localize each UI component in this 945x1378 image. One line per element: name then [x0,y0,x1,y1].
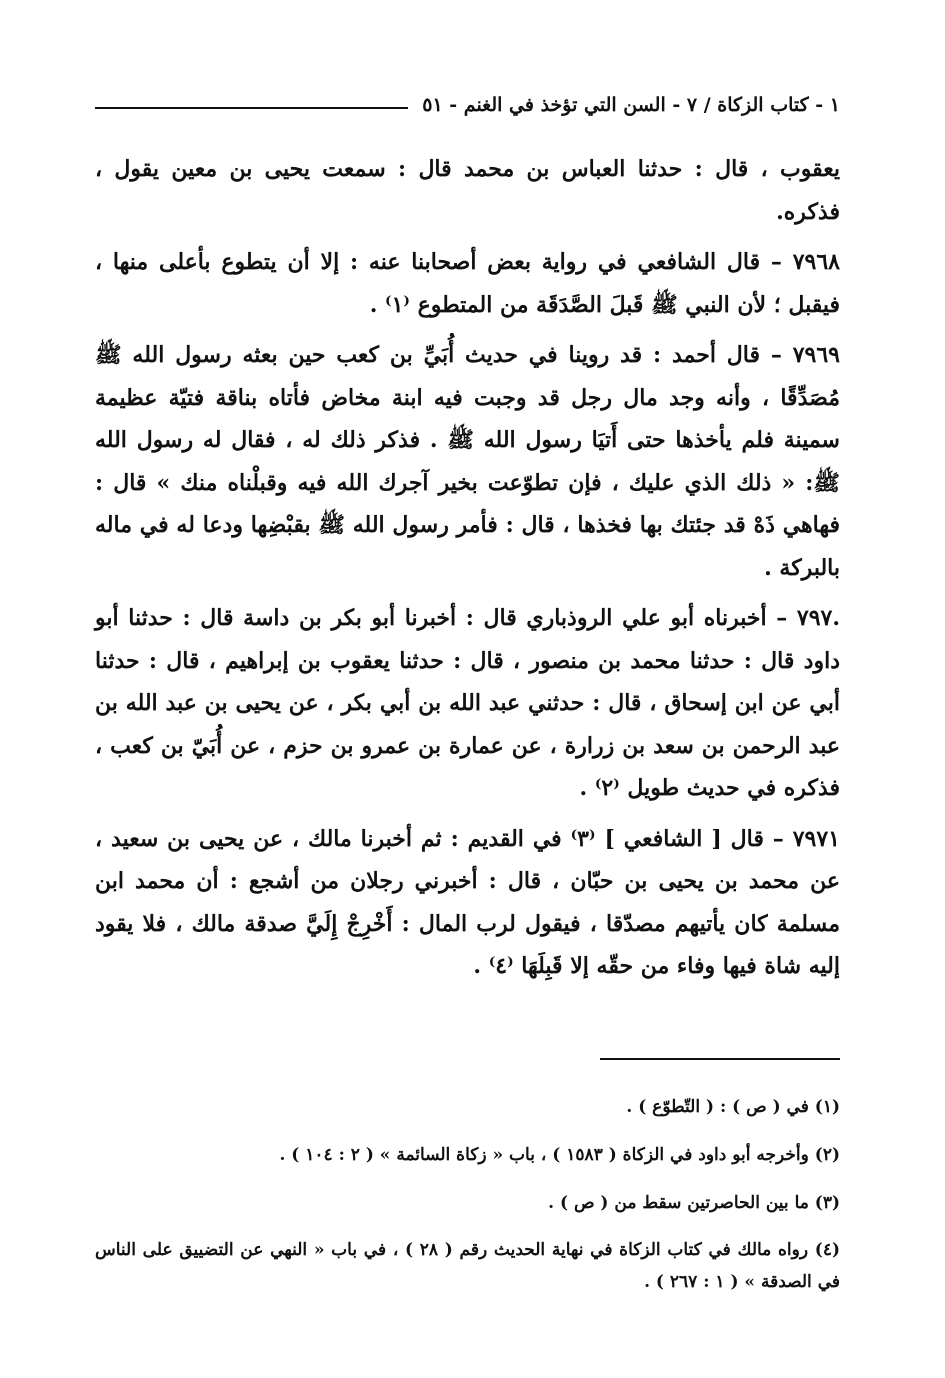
footnote-1: (١) في ( ص ) : ( التّطوّع ) . [626,1097,840,1117]
footnote-4: (٤) رواه مالك في كتاب الزكاة في نهاية الحديث رقم ( ٢٨ ) ، في باب « النهي عن التضييق على الناس في الصدقة » ( ١ : ٢٦٧ ) . [95,1240,840,1292]
paragraph-7970: .٧٩٧ – أخبرناه أبو علي الروذباري قال : أخبرنا أبو بكر بن داسة قال : حدثنا أبو داود قال : حدثنا محمد بن منصور ، قال : حدثنا يعقوب بن إبراهيم ، قال : حدثنا أبي عن ابن إسحاق ، قال : حدثني عبد الله بن أبي بكر ، عن يحيى بن عبد الله بن عبد الرحمن بن سعد بن زرارة ، عن عمارة بن عمرو بن حزم ، عن أُبَيّ بن كعب ، فذكره في حديث طويل ⁽٢⁾ . [95,605,840,801]
running-header [95,88,840,122]
footnote-3: (٣) ما بين الحاصرتين سقط من ( ص ) . [548,1193,840,1213]
paragraph-7969: ٧٩٦٩ – قال أحمد : قد روينا في حديث أُبَيِّ بن كعب حين بعثه رسول الله ﷺ مُصَدِّقًا ، وأنه وجد مال رجل قد وجبت فيه ابنة مخاض فأتاه بناقة فتيّة عظيمة سمينة فلم يأخذها حتى أَتيَا رسول الله ﷺ . فذكر ذلك له ، فقال له رسول الله ﷺ: « ذلك الذي عليك ، فإن تطوّعت بخير آجرك الله فيه وقبلْناه منك » قال : فهاهي ذَهْ قد جئتك بها فخذها ، قال : فأمر رسول الله ﷺ بقبْضِها ودعا له في ماله بالبركة . [95,342,840,581]
footnote-separator [600,1058,840,1060]
header-rule [95,107,408,109]
main-text [95,148,840,996]
page [95,0,840,1378]
header-title: ١ - كتاب الزكاة / ٧ - السن التي تؤخذ في الغنم - ٥١ [422,94,840,116]
paragraph-7968: ٧٩٦٨ – قال الشافعي في رواية بعض أصحابنا عنه : إلا أن يتطوع بأعلى منها ، فيقبل ؛ لأن النبي ﷺ قَبلَ الصَّدَقَة من المتطوع ⁽١⁾ . [95,249,840,318]
footnotes [95,1090,840,1312]
footnote-2: (٢) وأخرجه أبو داود في الزكاة ( ١٥٨٣ ) ، باب « زكاة السائمة » ( ٢ : ١٠٤ ) . [279,1145,840,1165]
paragraph-continuation: يعقوب ، قال : حدثنا العباس بن محمد قال : سمعت يحيى بن معين يقول ، فذكره. [95,156,840,225]
paragraph-7971: ٧٩٧١ – قال [ الشافعي ] ⁽٣⁾ في القديم : ثم أخبرنا مالك ، عن يحيى بن سعيد ، عن محمد بن يحيى بن حبّان ، قال : أخبرني رجلان من أشجع : أن محمد ابن مسلمة كان يأتيهم مصدّقا ، فيقول لرب المال : أَخْرِجْ إِلَيَّ صدقة مالك ، فلا يقود إليه شاة فيها وفاء من حقّه إلا قَبِلَهَا ⁽٤⁾ . [95,825,840,979]
